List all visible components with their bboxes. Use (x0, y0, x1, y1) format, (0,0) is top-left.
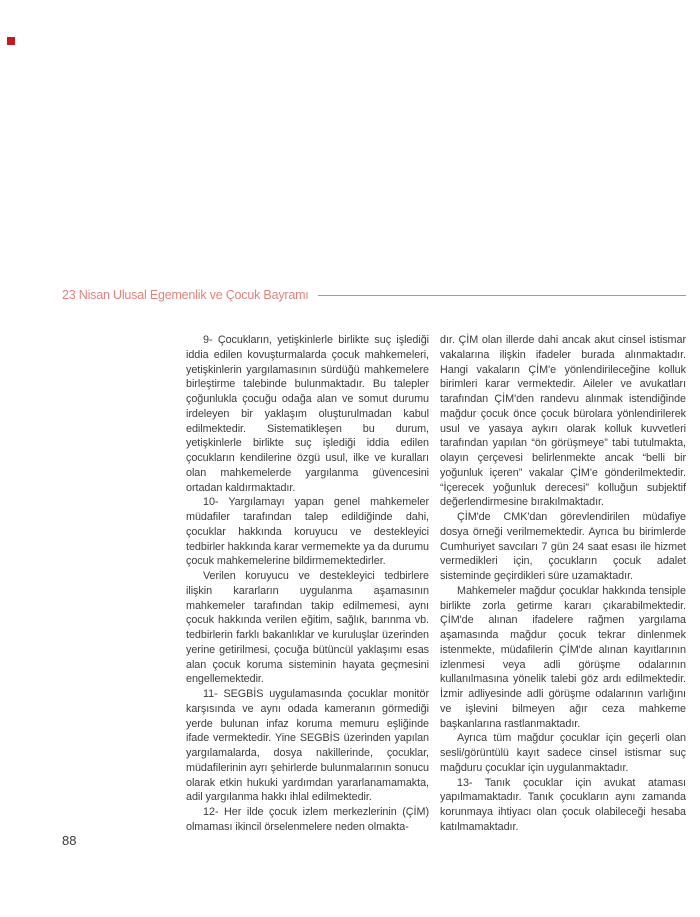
text-column-left (186, 333, 429, 835)
paragraph: 12- Her ilde çocuk izlem merkezlerinin (ÇİM) olmaması ikincil örselenmelere neden olmakta- (186, 806, 429, 833)
paragraph: 9- Çocukların, yetişkinlerle birlikte suç işlediği iddia edilen kovuşturmalarda çocuk mahkemeleri, yetişkinlerin yargılamasının sürdüğü mahkemelere birleştirme talebinde bulunmaktadır. Bu talepler çoğunlukla çocuğu odağa alan ve somut durumu irdeleyen bir yaklaşım oluşturulmadan kabul edilmektedir. Sistematikleşen bu durum, yetişkinlerle birlikte suç işlediği iddia edilen çocukların kendilerine özgü usul, ilke ve kuralları olan mahkemelerde yargılanma güvencesini ortadan kaldırmaktadır. (186, 334, 429, 494)
paragraph: Mahkemeler mağdur çocuklar hakkında tensiple birlikte zorla getirme kararı çıkarabilmektedir. ÇİM'de alınan ifadelere rağmen yargılama aşamasında mağdur çocuk tekrar dinlenmek istenmekte, müdafilerin ÇİM'de alınan kayıtlarının izlenmesi veya adli görüşme odalarının kullanılmasına yönelik talebi göz ardı edilmektedir. İzmir adliyesinde adli görüşme odalarının varlığını ve işlevini bilmeyen ağır ceza mahkeme başkanlarına rastlanmaktadır. (440, 584, 686, 730)
section-title: 23 Nisan Ulusal Egemenlik ve Çocuk Bayramı (62, 288, 309, 302)
paragraph: Ayrıca tüm mağdur çocuklar için geçerli olan sesli/görüntülü kayıt sadece cinsel istismar suç mağduru çocuklar için uygulanmaktadır. (440, 732, 686, 774)
paragraph: dır. ÇİM olan illerde dahi ancak akut cinsel istismar vakalarına ilişkin ifadeler burada alınmaktadır. Hangi vakaların ÇİM'e yönlendirileceğine kolluk birimleri karar vermektedir. Aileler ve avukatları tarafından ÇİM'den randevu alınmak istendiğinde mağdur çocuk önce çocuk bürolara yönlendirilerek usul ve yasaya aykırı olarak kolluk kuvvetleri tarafından yapılan “ön görüşmeye” tabi tutulmakta, olayın çerçevesi belirlenmekte ancak “belli bir yoğunluk içeren” vakalar ÇİM'e gönderilmektedir. “İçerecek yoğunluk derecesi” kolluğun subjektif değerlendirmesine bırakılmaktadır. (440, 334, 686, 509)
header-rule (318, 295, 686, 296)
paragraph: 11- SEGBİS uygulamasında çocuklar monitör karşısında ve aynı odada kameranın görmediği yerde bulunan infaz koruma memuru eşliğinde ifade vermektedir. Yine SEGBİS üzerinden yapılan yargılamalarda, dosya nakillerinde, çocuklar, müdafilerinin ayrı şehirlerde bulunmalarının sonucu olarak etkin hukuki yardımdan yararlanamamakta, adil yargılanma hakkı ihlal edilmektedir. (186, 688, 429, 804)
text-column-right (440, 333, 686, 835)
paragraph: ÇİM'de CMK'dan görevlendirilen müdafiye dosya örneği verilmemektedir. Ayrıca bu birimlerde Cumhuriyet savcıları 7 gün 24 saat esası ile hizmet vermedikleri için, çocukların çocuk adalet sisteminde geçirdikleri süre uzamaktadır. (440, 511, 686, 582)
paragraph: 13- Tanık çocuklar için avukat ataması yapılmamaktadır. Tanık çocukların aynı zamanda korunmaya ihtiyacı olan çocuk olabileceği hesaba katılmamaktadır. (440, 776, 686, 833)
paragraph: 10- Yargılamayı yapan genel mahkemeler müdafiler tarafından talep edildiğinde dahi, çocuklar hakkında koruyucu ve destekleyici tedbirler hakkında karar vermemekte ya da durumu çocuk mahkemelerine bildirmemektedirler. (186, 496, 429, 568)
paragraph: Verilen koruyucu ve destekleyici tedbirlere ilişkin kararların uygulanma aşamasının mahkemeler tarafından takip edilmemesi, aynı çocuk hakkında verilen eğitim, sağlık, barınma vb. tedbirlerin farklı bakanlıklar ve kuruluşlar üzerinden yerine getirilmesi, çocuğa bütüncül yaklaşımı esas alan çocuk koruma sisteminin hayata geçmesini engellemektedir. (186, 570, 429, 686)
section-header (62, 286, 686, 304)
page-number: 88 (62, 833, 77, 848)
red-corner-marker (7, 37, 15, 45)
